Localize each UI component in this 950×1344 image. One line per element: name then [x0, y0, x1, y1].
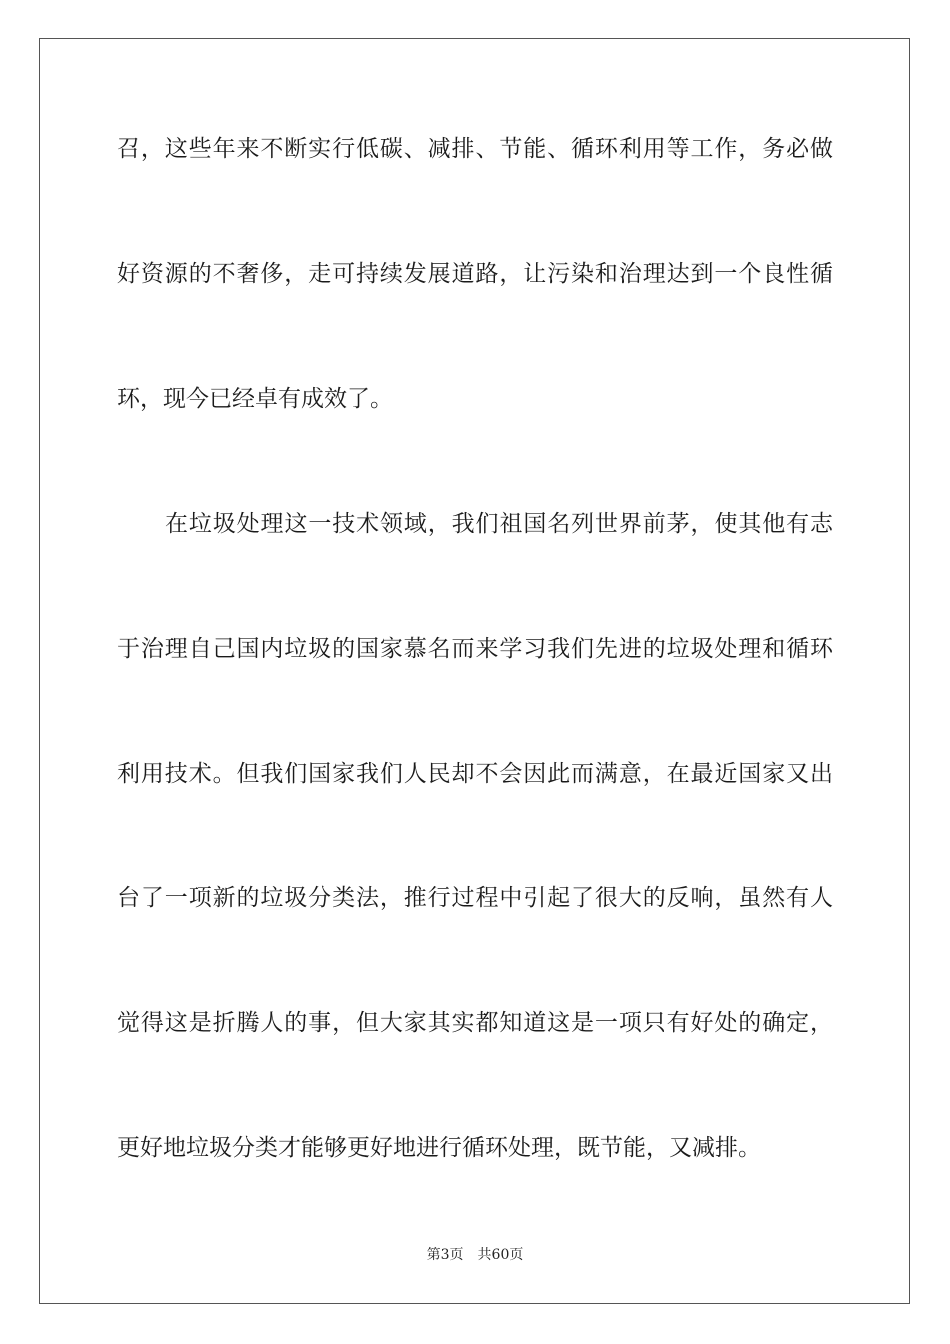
text-line: 环，现今已经卓有成效了。	[117, 386, 393, 412]
text-line: 觉得这是折腾人的事，但大家其实都知道这是一项只有好处的确定，	[117, 1010, 833, 1036]
text-line: 台了一项新的垃圾分类法，推行过程中引起了很大的反响，虽然有人	[117, 885, 833, 911]
text-line: 利用技术。但我们国家我们人民却不会因此而满意，在最近国家又出	[117, 761, 833, 787]
text-line: 于治理自己国内垃圾的国家慕名而来学习我们先进的垃圾处理和循环	[117, 636, 833, 662]
text-line: 在垃圾处理这一技术领域，我们祖国名列世界前茅，使其他有志	[165, 511, 833, 537]
page-number: 第3页	[426, 1247, 464, 1263]
text-line: 召，这些年来不断实行低碳、减排、节能、循环利用等工作，务必做	[117, 136, 833, 162]
page-total: 共60页	[477, 1247, 524, 1263]
text-line: 更好地垃圾分类才能够更好地进行循环处理，既节能，又减排。	[117, 1135, 761, 1161]
page-border	[39, 38, 910, 1304]
text-line: 好资源的不奢侈，走可持续发展道路，让污染和治理达到一个良性循	[117, 261, 833, 287]
page-footer	[0, 1246, 950, 1264]
